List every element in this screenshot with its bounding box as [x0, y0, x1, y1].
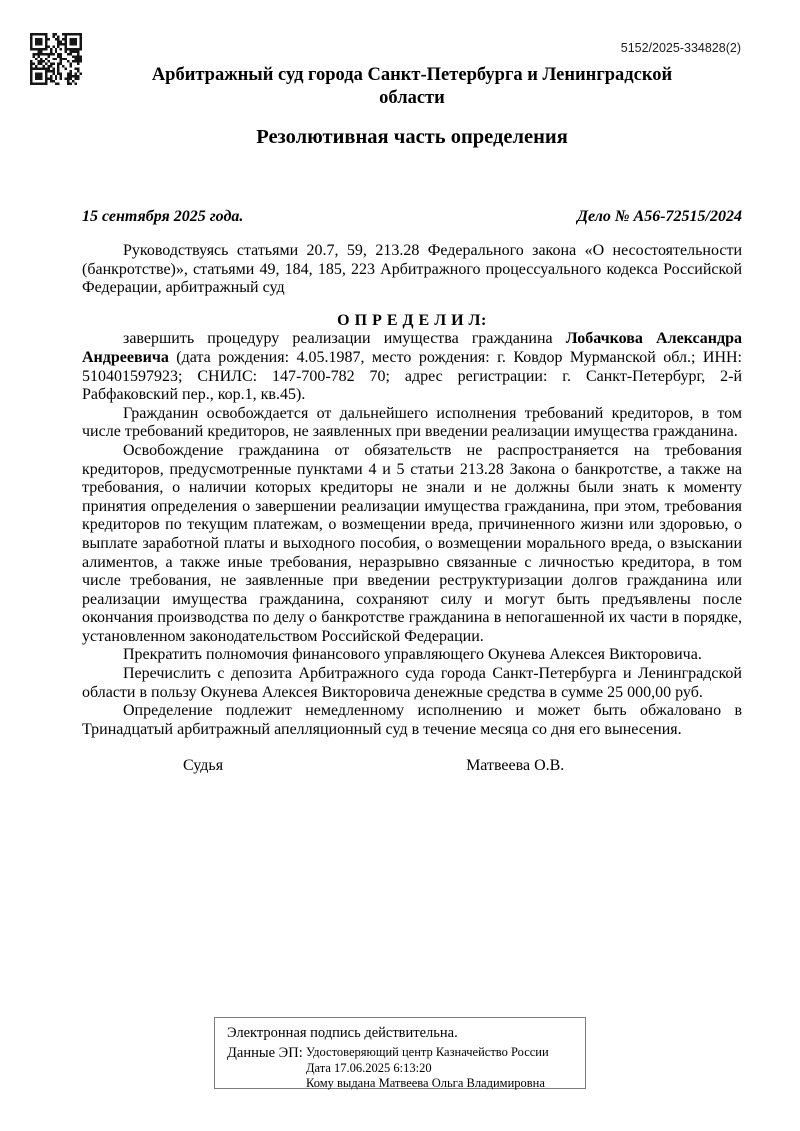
meta-row — [82, 207, 742, 226]
document-content — [82, 0, 742, 775]
transfer-deposit-paragraph: Перечислить с депозита Арбитражного суда города Санкт-Петербурга и Ленинградской области в пользу Окунева Алексея Викторовича денежные средства в сумме 25 000,00 руб. — [82, 665, 742, 701]
judge-name: Матвеева О.В. — [466, 757, 565, 775]
debtor-name: Лобачкова Александра Андреевича — [82, 330, 742, 366]
court-name: Арбитражный суд города Санкт-Петербурга и Ленинградской области — [151, 65, 673, 108]
esign-valid-text: Электронная подпись действительна. — [227, 1025, 458, 1041]
signature-row — [82, 756, 742, 775]
resolution-paragraph — [82, 330, 742, 404]
judge-label: Судья — [183, 757, 224, 775]
document-registry-number: 5152/2025-334828(2) — [620, 41, 741, 55]
esign-data-row — [227, 1045, 579, 1092]
intro-paragraph: Руководствуясь статьями 20.7, 59, 213.28 Федерального закона «О несостоятельности (банкротстве)», статьями 49, 184, 185, 223 Арбитражного процессуального кодекса Российской Федерации, арбитражный суд — [82, 242, 742, 297]
qr-code-icon — [30, 33, 82, 85]
terminate-powers-paragraph: Прекратить полномочия финансового управляющего Окунева Алексея Викторовича. — [123, 646, 702, 664]
resolution-text-before-name: завершить процедуру реализации имущества гражданина — [123, 330, 566, 348]
esignature-stamp-box — [214, 1017, 586, 1089]
esign-data-label: Данные ЭП: — [227, 1045, 303, 1061]
esign-date: Дата 17.06.2025 6:13:20 — [306, 1060, 432, 1075]
exceptions-paragraph: Освобождение гражданина от обязательств не распространяется на требования кредиторов, предусмотренные пунктами 4 и 5 статьи 213.28 Закона о банкротстве, а также на требования, о наличии которых кредиторы не знали и не должны были знать к моменту принятия определения о завершении реализации имущества гражданина, при этом, требования кредиторов по текущим платежам, о возмещении вреда, причиненного жизни или здоровью, о выплате заработной платы и выходного пособия, о возмещении морального вреда, о взыскании алиментов, а также иные требования, неразрывно связанные с личностью кредитора, в том числе требования, не заявленные при введении реструктуризации долгов гражданина или реализации имущества гражданина, сохраняют силу и могут быть предъявлены после окончания производства по делу о банкротстве гражданина в непогашенной их части в порядке, установленном законодательством Российской Федерации. — [82, 441, 742, 645]
document-title: Резолютивная часть определения — [256, 126, 568, 148]
esign-issued-to: Кому выдана Матвеева Ольга Владимировна — [306, 1076, 545, 1090]
esign-authority: Удостоверяющий центр Казначейство России — [306, 1045, 549, 1059]
esign-details — [306, 1045, 549, 1092]
resolution-heading: О П Р Е Д Е Л И Л: — [337, 311, 487, 329]
debtor-details: (дата рождения: 4.05.1987, место рождения: г. Ковдор Мурманской обл.; ИНН: 510401597923; СНИЛС: 147-700-782 70; адрес регистрации: г. Санкт-Петербург, 2-й Рабфаковский пер., кор.1, кв.45). — [82, 348, 742, 404]
decision-date: 15 сентября 2025 года. — [82, 208, 244, 225]
case-number: Дело № А56-72515/2024 — [577, 208, 742, 225]
appeal-paragraph: Определение подлежит немедленному исполнению и может быть обжаловано в Тринадцатый арбитражный апелляционный суд в течение месяца со дня его вынесения. — [82, 702, 742, 738]
discharge-paragraph: Гражданин освобождается от дальнейшего исполнения требований кредиторов, в том числе требований кредиторов, не заявленных при введении реализации имущества гражданина. — [82, 404, 742, 441]
